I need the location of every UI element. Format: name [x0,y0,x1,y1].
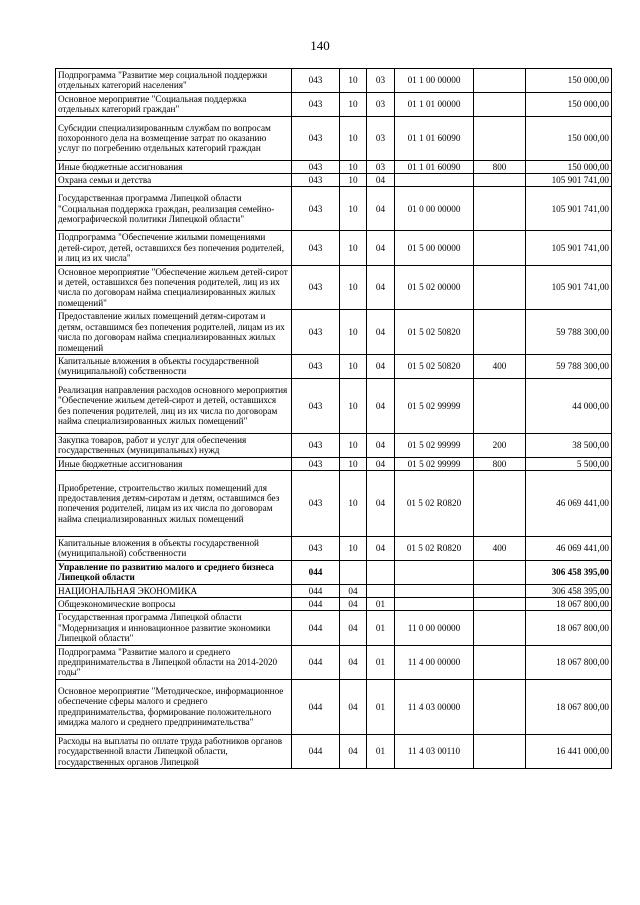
row-expense [474,231,526,265]
row-target [395,560,474,584]
row-expense [474,116,526,160]
row-subsection: 04 [367,187,395,231]
row-name: Капитальные вложения в объекты государственной (муниципальной) собственности [56,536,292,560]
row-name: Предоставление жилых помещений детям-сиротам и детям, оставшимся без попечения родителей, лицам из их числа по договорам найма специализированных жилых помещений [56,310,292,355]
row-ministry: 044 [292,597,340,610]
row-amount: 59 788 300,00 [526,310,612,355]
row-expense [474,597,526,610]
row-expense [474,265,526,310]
row-ministry: 044 [292,611,340,645]
table-row [56,265,612,310]
row-section: 10 [340,265,367,310]
row-subsection: 01 [367,645,395,679]
row-amount: 105 901 741,00 [526,187,612,231]
row-name: Иные бюджетные ассигнования [56,160,292,173]
row-section: 10 [340,433,367,457]
row-ministry: 043 [292,457,340,470]
row-amount: 59 788 300,00 [526,354,612,378]
table-row [56,645,612,679]
row-target: 01 1 01 00000 [395,92,474,116]
table-row [56,433,612,457]
row-subsection: 03 [367,69,395,93]
table-row [56,611,612,645]
row-target: 01 1 00 00000 [395,69,474,93]
row-ministry: 044 [292,560,340,584]
row-subsection: 04 [367,354,395,378]
row-target: 11 4 03 00000 [395,679,474,734]
row-amount: 44 000,00 [526,378,612,433]
row-subsection: 04 [367,457,395,470]
row-amount: 105 901 741,00 [526,174,612,187]
row-amount: 105 901 741,00 [526,265,612,310]
row-amount: 18 067 800,00 [526,645,612,679]
row-name: Основное мероприятие "Методическое, информационное обеспечение сферы малого и среднего предпринимательства, формирование положительного имиджа малого и среднего предпринимательства" [56,679,292,734]
row-target: 11 0 00 00000 [395,611,474,645]
row-expense [474,187,526,231]
row-subsection: 04 [367,433,395,457]
row-amount: 46 069 441,00 [526,536,612,560]
row-target: 01 1 01 60090 [395,116,474,160]
row-name: Основное мероприятие "Обеспечение жильем детей-сирот и детей, оставшихся без попечения родителей, лиц из их числа по договорам найма специализированных жилых помещений" [56,265,292,310]
row-ministry: 043 [292,69,340,93]
row-expense [474,310,526,355]
row-ministry: 043 [292,92,340,116]
row-ministry: 044 [292,679,340,734]
row-subsection: 04 [367,174,395,187]
row-expense: 200 [474,433,526,457]
row-ministry: 043 [292,187,340,231]
row-target: 11 4 03 00110 [395,734,474,768]
row-target: 01 5 02 99999 [395,433,474,457]
table-row [56,560,612,584]
row-section: 10 [340,92,367,116]
table-row [56,734,612,768]
table-row [56,310,612,355]
row-section: 04 [340,734,367,768]
row-name: Подпрограмма "Развитие малого и среднего предпринимательства в Липецкой области на 2014-2020 годы" [56,645,292,679]
row-section: 10 [340,187,367,231]
row-target [395,584,474,597]
table-body [56,69,612,769]
table-row [56,536,612,560]
row-name: Общеэкономические вопросы [56,597,292,610]
row-section: 10 [340,310,367,355]
table-row [56,679,612,734]
row-ministry: 043 [292,265,340,310]
row-section: 04 [340,645,367,679]
row-section: 10 [340,160,367,173]
row-ministry: 043 [292,378,340,433]
row-name: Приобретение, строительство жилых помещений для предоставления детям-сиротам и детям, оставшимся без попечения родителей, лицам из их числа по договорам найма специализированных жилых помещений [56,470,292,536]
row-section: 04 [340,611,367,645]
table-row [56,584,612,597]
row-subsection: 03 [367,116,395,160]
row-name: Государственная программа Липецкой области "Модернизация и инновационное развитие экономики Липецкой области" [56,611,292,645]
row-target: 01 5 02 R0820 [395,470,474,536]
table-row [56,174,612,187]
row-subsection [367,584,395,597]
table-row [56,470,612,536]
row-ministry: 043 [292,174,340,187]
row-ministry: 043 [292,160,340,173]
row-target [395,597,474,610]
row-expense: 400 [474,536,526,560]
table-row [56,231,612,265]
row-amount: 5 500,00 [526,457,612,470]
row-ministry: 043 [292,354,340,378]
row-name: Управление по развитию малого и среднего бизнеса Липецкой области [56,560,292,584]
row-subsection: 01 [367,679,395,734]
row-subsection: 04 [367,378,395,433]
row-subsection: 04 [367,265,395,310]
row-expense [474,611,526,645]
row-target: 01 5 02 99999 [395,457,474,470]
row-expense: 800 [474,160,526,173]
row-subsection: 04 [367,231,395,265]
row-name: Расходы на выплаты по оплате труда работников органов государственной власти Липецкой области, государственных органов Липецкой [56,734,292,768]
row-target: 01 1 01 60090 [395,160,474,173]
row-amount: 150 000,00 [526,69,612,93]
row-expense [474,174,526,187]
row-name: Основное мероприятие "Социальная поддержка отдельных категорий граждан" [56,92,292,116]
row-section: 10 [340,231,367,265]
row-ministry: 043 [292,433,340,457]
row-subsection: 01 [367,734,395,768]
row-name: Капитальные вложения в объекты государственной (муниципальной) собственности [56,354,292,378]
row-name: Охрана семьи и детства [56,174,292,187]
table-row [56,92,612,116]
table-row [56,116,612,160]
row-subsection: 01 [367,611,395,645]
row-section: 10 [340,354,367,378]
row-expense [474,679,526,734]
row-name: Иные бюджетные ассигнования [56,457,292,470]
row-amount: 150 000,00 [526,116,612,160]
row-name: Закупка товаров, работ и услуг для обеспечения государственных (муниципальных) нужд [56,433,292,457]
row-target: 01 5 02 50820 [395,310,474,355]
row-ministry: 044 [292,584,340,597]
row-amount: 150 000,00 [526,160,612,173]
row-section [340,560,367,584]
row-subsection: 03 [367,92,395,116]
row-name: Подпрограмма "Развитие мер социальной поддержки отдельных категорий населения" [56,69,292,93]
row-section: 10 [340,470,367,536]
row-target: 01 5 02 50820 [395,354,474,378]
row-section: 10 [340,69,367,93]
row-target: 01 5 02 R0820 [395,536,474,560]
row-name: Реализация направления расходов основного мероприятия "Обеспечение жильем детей-сирот и детей, оставшихся без попечения родителей, лиц из их числа по договорам найма специализированных жилых помещений" [56,378,292,433]
row-ministry: 043 [292,470,340,536]
row-subsection [367,560,395,584]
table-row [56,354,612,378]
row-amount: 150 000,00 [526,92,612,116]
row-target [395,174,474,187]
row-section: 10 [340,116,367,160]
row-subsection: 04 [367,470,395,536]
row-section: 04 [340,597,367,610]
row-section: 10 [340,174,367,187]
row-name: Государственная программа Липецкой области "Социальная поддержка граждан, реализация семейно-демографической политики Липецкой области" [56,187,292,231]
row-target: 11 4 00 00000 [395,645,474,679]
row-ministry: 043 [292,231,340,265]
row-expense [474,734,526,768]
row-section: 10 [340,378,367,433]
table-row [56,69,612,93]
row-ministry: 044 [292,645,340,679]
row-subsection: 01 [367,597,395,610]
row-name: Подпрограмма "Обеспечение жилыми помещениями детей-сирот, детей, оставшихся без попечения родителей, и лиц из их числа" [56,231,292,265]
row-amount: 16 441 000,00 [526,734,612,768]
row-section: 04 [340,584,367,597]
row-expense [474,69,526,93]
row-expense [474,378,526,433]
row-name: НАЦИОНАЛЬНАЯ ЭКОНОМИКА [56,584,292,597]
row-expense [474,92,526,116]
row-target: 01 5 02 00000 [395,265,474,310]
row-expense: 800 [474,457,526,470]
row-section: 10 [340,457,367,470]
table-row [56,378,612,433]
row-ministry: 043 [292,536,340,560]
row-amount: 46 069 441,00 [526,470,612,536]
row-expense [474,470,526,536]
table-row [56,457,612,470]
row-amount: 306 458 395,00 [526,560,612,584]
table-row [56,597,612,610]
row-target: 01 5 02 99999 [395,378,474,433]
row-target: 01 0 00 00000 [395,187,474,231]
row-ministry: 044 [292,734,340,768]
row-expense [474,560,526,584]
table-row [56,187,612,231]
row-section: 10 [340,536,367,560]
page-number: 140 [310,38,330,53]
row-expense [474,645,526,679]
row-subsection: 04 [367,310,395,355]
row-target: 01 5 00 00000 [395,231,474,265]
row-amount: 38 500,00 [526,433,612,457]
row-subsection: 04 [367,536,395,560]
row-amount: 18 067 800,00 [526,611,612,645]
row-amount: 105 901 741,00 [526,231,612,265]
table-row [56,160,612,173]
row-subsection: 03 [367,160,395,173]
row-section: 04 [340,679,367,734]
row-expense [474,584,526,597]
row-amount: 18 067 800,00 [526,597,612,610]
row-ministry: 043 [292,116,340,160]
budget-table [55,68,612,769]
row-ministry: 043 [292,310,340,355]
row-name: Субсидии специализированным службам по вопросам похоронного дела на возмещение затрат по оказанию услуг по погребению отдельных категорий граждан [56,116,292,160]
row-amount: 18 067 800,00 [526,679,612,734]
row-expense: 400 [474,354,526,378]
row-amount: 306 458 395,00 [526,584,612,597]
